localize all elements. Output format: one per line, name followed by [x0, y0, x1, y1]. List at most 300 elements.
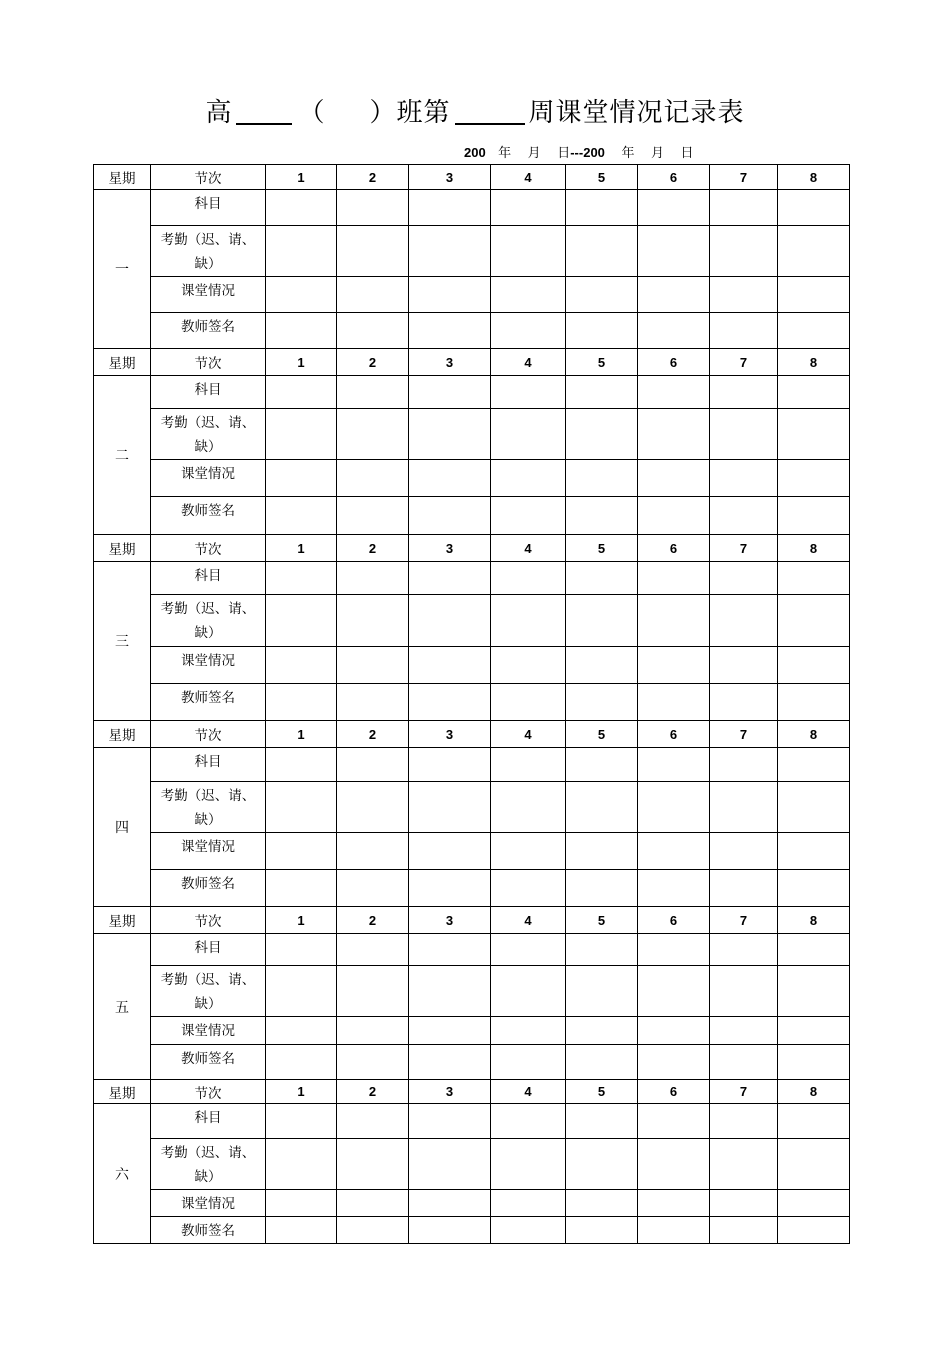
attendance-label-line1: 考勤（迟、请、 — [160, 415, 256, 431]
entry-cell[interactable] — [710, 1139, 778, 1190]
entry-cell[interactable] — [638, 833, 710, 870]
entry-cell[interactable] — [491, 409, 566, 460]
entry-cell[interactable] — [566, 1217, 638, 1244]
entry-cell[interactable] — [566, 277, 638, 313]
entry-cell[interactable] — [710, 595, 778, 647]
entry-cell[interactable] — [409, 782, 491, 833]
entry-cell[interactable] — [491, 277, 566, 313]
period-number: 6 — [638, 165, 710, 190]
entry-cell[interactable] — [638, 684, 710, 721]
period-number: 8 — [778, 165, 850, 190]
entry-cell[interactable] — [566, 833, 638, 870]
entry-cell[interactable] — [566, 782, 638, 833]
entry-cell[interactable] — [710, 190, 778, 226]
attendance-label-line2: 缺） — [194, 1169, 222, 1185]
entry-cell[interactable] — [409, 190, 491, 226]
entry-cell[interactable] — [638, 277, 710, 313]
subject-label: 科目 — [151, 1104, 266, 1139]
entry-cell[interactable] — [337, 647, 409, 684]
entry-cell[interactable] — [638, 1104, 710, 1139]
teacher-sign-row — [94, 684, 850, 721]
entry-cell[interactable] — [566, 934, 638, 966]
entry-cell[interactable] — [710, 833, 778, 870]
period-number: 4 — [491, 165, 566, 190]
entry-cell[interactable] — [266, 1217, 337, 1244]
entry-cell[interactable] — [491, 1139, 566, 1190]
entry-cell[interactable] — [638, 748, 710, 782]
teacher-sign-label: 教师签名 — [151, 870, 266, 907]
entry-cell[interactable] — [710, 313, 778, 349]
record-table-body — [94, 165, 850, 1244]
entry-cell[interactable] — [266, 562, 337, 595]
entry-cell[interactable] — [337, 1045, 409, 1080]
entry-cell[interactable] — [638, 1217, 710, 1244]
weekday-label: 星期 — [94, 907, 151, 934]
weekday-cell: 一 — [94, 190, 151, 349]
subject-label: 科目 — [151, 934, 266, 966]
entry-cell[interactable] — [710, 934, 778, 966]
entry-cell[interactable] — [337, 226, 409, 277]
class-status-row — [94, 833, 850, 870]
class-status-row — [94, 277, 850, 313]
entry-cell[interactable] — [778, 190, 850, 226]
date-start-yue: 月 — [527, 146, 541, 161]
period-number: 7 — [710, 907, 778, 934]
attendance-label-line2: 缺） — [194, 812, 222, 828]
period-number: 1 — [266, 535, 337, 562]
entry-cell[interactable] — [409, 647, 491, 684]
entry-cell[interactable] — [409, 1104, 491, 1139]
attendance-label-line2: 缺） — [194, 439, 222, 455]
title-paren-close: ）班第 — [369, 98, 451, 128]
entry-cell[interactable] — [566, 1017, 638, 1045]
subject-label: 科目 — [151, 190, 266, 226]
entry-cell[interactable] — [337, 376, 409, 409]
entry-cell[interactable] — [778, 409, 850, 460]
period-number: 6 — [638, 349, 710, 376]
date-start-ri: 日 — [557, 146, 571, 161]
entry-cell[interactable] — [778, 934, 850, 966]
entry-cell[interactable] — [778, 782, 850, 833]
entry-cell[interactable] — [266, 1139, 337, 1190]
entry-cell[interactable] — [778, 595, 850, 647]
entry-cell[interactable] — [491, 226, 566, 277]
period-label: 节次 — [151, 721, 266, 748]
entry-cell[interactable] — [409, 833, 491, 870]
period-number: 6 — [638, 1080, 710, 1104]
entry-cell[interactable] — [266, 1045, 337, 1080]
entry-cell[interactable] — [778, 313, 850, 349]
entry-cell[interactable] — [337, 1139, 409, 1190]
date-end-yue: 月 — [651, 146, 665, 161]
teacher-sign-row — [94, 870, 850, 907]
entry-cell[interactable] — [266, 1190, 337, 1217]
entry-cell[interactable] — [778, 870, 850, 907]
entry-cell[interactable] — [491, 870, 566, 907]
entry-cell[interactable] — [491, 748, 566, 782]
entry-cell[interactable] — [638, 226, 710, 277]
entry-cell[interactable] — [337, 782, 409, 833]
weekday-label: 星期 — [94, 1080, 151, 1104]
period-number: 6 — [638, 907, 710, 934]
entry-cell[interactable] — [337, 190, 409, 226]
entry-cell[interactable] — [409, 460, 491, 497]
entry-cell[interactable] — [778, 1139, 850, 1190]
entry-cell[interactable] — [266, 1104, 337, 1139]
entry-cell[interactable] — [409, 562, 491, 595]
period-number: 1 — [266, 165, 337, 190]
entry-cell[interactable] — [491, 1017, 566, 1045]
entry-cell[interactable] — [491, 966, 566, 1017]
entry-cell[interactable] — [638, 190, 710, 226]
period-number: 7 — [710, 1080, 778, 1104]
page-title — [0, 92, 950, 129]
entry-cell[interactable] — [409, 1190, 491, 1217]
weekday-header-row — [94, 349, 850, 376]
title-suffix: 周课堂情况记录表 — [528, 98, 745, 128]
entry-cell[interactable] — [710, 1190, 778, 1217]
entry-cell[interactable] — [266, 376, 337, 409]
entry-cell[interactable] — [566, 376, 638, 409]
entry-cell[interactable] — [337, 870, 409, 907]
attendance-label — [151, 226, 266, 277]
period-number: 8 — [778, 721, 850, 748]
entry-cell[interactable] — [491, 1190, 566, 1217]
attendance-label-line1: 考勤（迟、请、 — [160, 972, 256, 988]
attendance-label-line1: 考勤（迟、请、 — [160, 1145, 256, 1161]
entry-cell[interactable] — [638, 870, 710, 907]
entry-cell[interactable] — [638, 409, 710, 460]
entry-cell[interactable] — [409, 1017, 491, 1045]
entry-cell[interactable] — [337, 313, 409, 349]
entry-cell[interactable] — [491, 1045, 566, 1080]
entry-cell[interactable] — [710, 782, 778, 833]
entry-cell[interactable] — [638, 376, 710, 409]
entry-cell[interactable] — [266, 1017, 337, 1045]
subject-label: 科目 — [151, 376, 266, 409]
entry-cell[interactable] — [409, 409, 491, 460]
entry-cell[interactable] — [337, 1104, 409, 1139]
entry-cell[interactable] — [491, 782, 566, 833]
period-number: 1 — [266, 721, 337, 748]
period-number: 8 — [778, 535, 850, 562]
entry-cell[interactable] — [778, 647, 850, 684]
entry-cell[interactable] — [638, 1017, 710, 1045]
attendance-row — [94, 966, 850, 1017]
period-number: 1 — [266, 349, 337, 376]
entry-cell[interactable] — [409, 277, 491, 313]
entry-cell[interactable] — [337, 684, 409, 721]
entry-cell[interactable] — [266, 966, 337, 1017]
entry-cell[interactable] — [566, 409, 638, 460]
entry-cell[interactable] — [491, 1104, 566, 1139]
period-number: 1 — [266, 907, 337, 934]
entry-cell[interactable] — [566, 190, 638, 226]
attendance-label — [151, 595, 266, 647]
title-paren-open: （ — [298, 98, 326, 128]
entry-cell[interactable] — [409, 934, 491, 966]
weekday-label: 星期 — [94, 349, 151, 376]
subject-row — [94, 1104, 850, 1139]
period-number: 6 — [638, 721, 710, 748]
entry-cell[interactable] — [266, 277, 337, 313]
entry-cell[interactable] — [566, 1045, 638, 1080]
period-number: 8 — [778, 907, 850, 934]
period-number: 5 — [566, 721, 638, 748]
entry-cell[interactable] — [778, 277, 850, 313]
entry-cell[interactable] — [566, 647, 638, 684]
entry-cell[interactable] — [638, 595, 710, 647]
teacher-sign-row — [94, 497, 850, 535]
entry-cell[interactable] — [491, 460, 566, 497]
entry-cell[interactable] — [409, 1139, 491, 1190]
weekday-header-row — [94, 721, 850, 748]
weekday-cell: 四 — [94, 748, 151, 907]
entry-cell[interactable] — [710, 684, 778, 721]
entry-cell[interactable] — [266, 748, 337, 782]
entry-cell[interactable] — [638, 1045, 710, 1080]
entry-cell[interactable] — [638, 647, 710, 684]
entry-cell[interactable] — [566, 1190, 638, 1217]
weekday-cell: 二 — [94, 376, 151, 535]
entry-cell[interactable] — [778, 376, 850, 409]
period-number: 4 — [491, 535, 566, 562]
attendance-row — [94, 1139, 850, 1190]
entry-cell[interactable] — [409, 376, 491, 409]
record-table — [93, 164, 850, 1244]
entry-cell[interactable] — [778, 966, 850, 1017]
entry-cell[interactable] — [337, 497, 409, 535]
entry-cell[interactable] — [710, 1045, 778, 1080]
entry-cell[interactable] — [710, 647, 778, 684]
entry-cell[interactable] — [638, 966, 710, 1017]
entry-cell[interactable] — [638, 782, 710, 833]
entry-cell[interactable] — [491, 934, 566, 966]
entry-cell[interactable] — [710, 562, 778, 595]
entry-cell[interactable] — [710, 376, 778, 409]
entry-cell[interactable] — [409, 748, 491, 782]
date-start-nian: 年 — [498, 146, 512, 161]
attendance-label-line2: 缺） — [194, 996, 222, 1012]
teacher-sign-label: 教师签名 — [151, 313, 266, 349]
weekday-header-row — [94, 165, 850, 190]
entry-cell[interactable] — [266, 684, 337, 721]
subject-row — [94, 562, 850, 595]
entry-cell[interactable] — [566, 684, 638, 721]
entry-cell[interactable] — [710, 460, 778, 497]
subject-row — [94, 748, 850, 782]
week-blank — [455, 97, 525, 125]
entry-cell[interactable] — [638, 1190, 710, 1217]
subject-row — [94, 190, 850, 226]
entry-cell[interactable] — [266, 595, 337, 647]
period-number: 5 — [566, 165, 638, 190]
entry-cell[interactable] — [266, 313, 337, 349]
entry-cell[interactable] — [710, 409, 778, 460]
period-number: 4 — [491, 1080, 566, 1104]
entry-cell[interactable] — [266, 226, 337, 277]
period-number: 3 — [409, 907, 491, 934]
period-number: 2 — [337, 907, 409, 934]
entry-cell[interactable] — [337, 748, 409, 782]
period-number: 7 — [710, 165, 778, 190]
weekday-cell: 三 — [94, 562, 151, 721]
entry-cell[interactable] — [337, 460, 409, 497]
entry-cell[interactable] — [710, 748, 778, 782]
entry-cell[interactable] — [491, 376, 566, 409]
entry-cell[interactable] — [566, 562, 638, 595]
class-status-label: 课堂情况 — [151, 1190, 266, 1217]
attendance-row — [94, 595, 850, 647]
entry-cell[interactable] — [710, 1017, 778, 1045]
class-status-row — [94, 647, 850, 684]
period-number: 5 — [566, 1080, 638, 1104]
teacher-sign-label: 教师签名 — [151, 684, 266, 721]
entry-cell[interactable] — [778, 460, 850, 497]
entry-cell[interactable] — [491, 562, 566, 595]
entry-cell[interactable] — [710, 870, 778, 907]
entry-cell[interactable] — [337, 1017, 409, 1045]
entry-cell[interactable] — [337, 409, 409, 460]
entry-cell[interactable] — [266, 647, 337, 684]
entry-cell[interactable] — [638, 497, 710, 535]
period-number: 4 — [491, 721, 566, 748]
period-label: 节次 — [151, 1080, 266, 1104]
period-number: 3 — [409, 535, 491, 562]
entry-cell[interactable] — [778, 1104, 850, 1139]
attendance-label-line2: 缺） — [194, 625, 222, 641]
entry-cell[interactable] — [409, 1045, 491, 1080]
period-number: 2 — [337, 1080, 409, 1104]
entry-cell[interactable] — [710, 277, 778, 313]
date-end-year: 200 — [583, 145, 605, 160]
period-number: 7 — [710, 535, 778, 562]
entry-cell[interactable] — [566, 226, 638, 277]
entry-cell[interactable] — [266, 460, 337, 497]
entry-cell[interactable] — [778, 684, 850, 721]
entry-cell[interactable] — [566, 460, 638, 497]
teacher-sign-row — [94, 1045, 850, 1080]
entry-cell[interactable] — [710, 966, 778, 1017]
entry-cell[interactable] — [337, 934, 409, 966]
entry-cell[interactable] — [638, 313, 710, 349]
entry-cell[interactable] — [266, 833, 337, 870]
entry-cell[interactable] — [491, 1217, 566, 1244]
entry-cell[interactable] — [409, 313, 491, 349]
entry-cell[interactable] — [778, 1045, 850, 1080]
subject-label: 科目 — [151, 562, 266, 595]
entry-cell[interactable] — [710, 1217, 778, 1244]
entry-cell[interactable] — [566, 966, 638, 1017]
class-status-row — [94, 1190, 850, 1217]
subject-label: 科目 — [151, 748, 266, 782]
entry-cell[interactable] — [566, 595, 638, 647]
period-number: 7 — [710, 721, 778, 748]
entry-cell[interactable] — [409, 684, 491, 721]
entry-cell[interactable] — [337, 1217, 409, 1244]
attendance-label — [151, 1139, 266, 1190]
period-label: 节次 — [151, 907, 266, 934]
period-number: 2 — [337, 349, 409, 376]
date-end-ri: 日 — [680, 146, 694, 161]
period-number: 3 — [409, 349, 491, 376]
entry-cell[interactable] — [491, 313, 566, 349]
entry-cell[interactable] — [409, 870, 491, 907]
date-separator: --- — [570, 145, 584, 160]
entry-cell[interactable] — [778, 1017, 850, 1045]
entry-cell[interactable] — [566, 497, 638, 535]
entry-cell[interactable] — [778, 497, 850, 535]
entry-cell[interactable] — [778, 226, 850, 277]
entry-cell[interactable] — [266, 190, 337, 226]
period-number: 5 — [566, 535, 638, 562]
weekday-cell: 六 — [94, 1104, 151, 1244]
entry-cell[interactable] — [491, 833, 566, 870]
entry-cell[interactable] — [409, 497, 491, 535]
entry-cell[interactable] — [566, 870, 638, 907]
entry-cell[interactable] — [566, 1104, 638, 1139]
entry-cell[interactable] — [337, 562, 409, 595]
entry-cell[interactable] — [778, 833, 850, 870]
entry-cell[interactable] — [337, 277, 409, 313]
weekday-cell: 五 — [94, 934, 151, 1080]
period-number: 7 — [710, 349, 778, 376]
entry-cell[interactable] — [491, 647, 566, 684]
entry-cell[interactable] — [778, 1190, 850, 1217]
entry-cell[interactable] — [566, 748, 638, 782]
entry-cell[interactable] — [266, 497, 337, 535]
teacher-sign-row — [94, 313, 850, 349]
entry-cell[interactable] — [710, 226, 778, 277]
entry-cell[interactable] — [266, 870, 337, 907]
entry-cell[interactable] — [491, 684, 566, 721]
entry-cell[interactable] — [710, 497, 778, 535]
entry-cell[interactable] — [638, 460, 710, 497]
entry-cell[interactable] — [337, 595, 409, 647]
entry-cell[interactable] — [337, 966, 409, 1017]
entry-cell[interactable] — [491, 497, 566, 535]
entry-cell[interactable] — [566, 1139, 638, 1190]
entry-cell[interactable] — [638, 562, 710, 595]
entry-cell[interactable] — [409, 226, 491, 277]
entry-cell[interactable] — [266, 782, 337, 833]
entry-cell[interactable] — [266, 934, 337, 966]
entry-cell[interactable] — [638, 934, 710, 966]
entry-cell[interactable] — [337, 1190, 409, 1217]
entry-cell[interactable] — [778, 562, 850, 595]
entry-cell[interactable] — [409, 595, 491, 647]
entry-cell[interactable] — [337, 833, 409, 870]
period-label: 节次 — [151, 535, 266, 562]
entry-cell[interactable] — [409, 1217, 491, 1244]
period-number: 3 — [409, 1080, 491, 1104]
entry-cell[interactable] — [409, 966, 491, 1017]
entry-cell[interactable] — [710, 1104, 778, 1139]
class-status-label: 课堂情况 — [151, 833, 266, 870]
entry-cell[interactable] — [491, 190, 566, 226]
entry-cell[interactable] — [491, 595, 566, 647]
teacher-sign-row — [94, 1217, 850, 1244]
entry-cell[interactable] — [638, 1139, 710, 1190]
subject-row — [94, 376, 850, 409]
entry-cell[interactable] — [266, 409, 337, 460]
entry-cell[interactable] — [778, 1217, 850, 1244]
attendance-label-line1: 考勤（迟、请、 — [160, 232, 256, 248]
period-number: 6 — [638, 535, 710, 562]
entry-cell[interactable] — [566, 313, 638, 349]
entry-cell[interactable] — [778, 748, 850, 782]
date-start-year: 200 — [464, 145, 486, 160]
